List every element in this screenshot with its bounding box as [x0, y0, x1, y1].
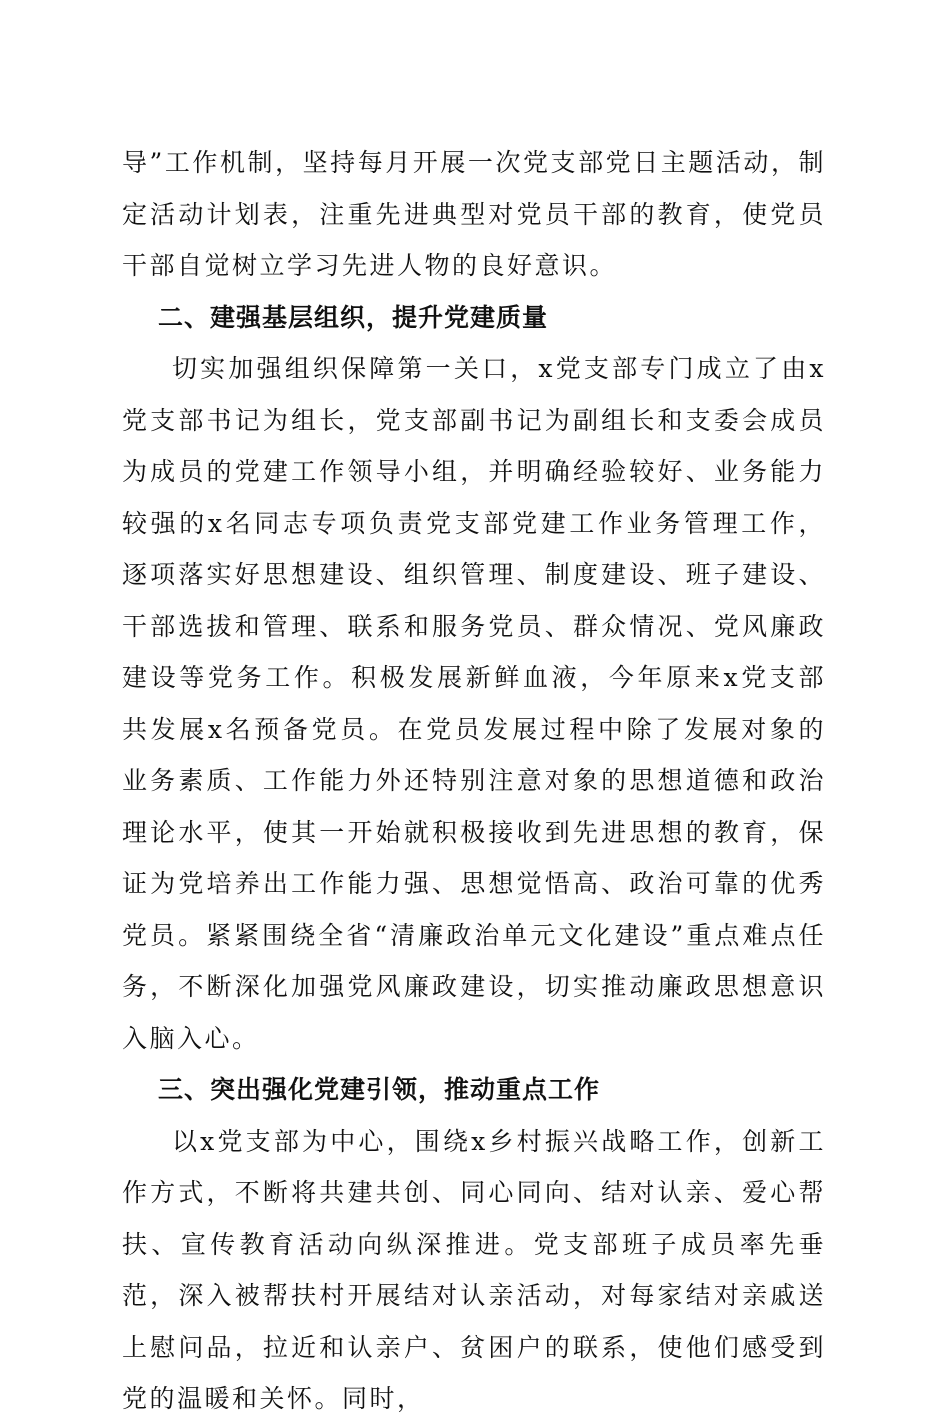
section-heading-2: 二、建强基层组织，提升党建质量 — [158, 302, 549, 332]
body-paragraph-2: 切实加强组织保障第一关口，x党支部专门成立了由x党支部书记为组长，党支部副书记为副组长和支委会成员为成员的党建工作领导小组，并明确经验较好、业务能力较强的x名同志专项负责党支部党建工作业务管理工作，逐项落实好思想建设、组织管理、制度建设、班子建设、干部选拔和管理、联系和服务党员、群众情况、党风廉政建设等党务工作。积极发展新鲜血液，今年原来x党支部共发展x名预备党员。在党员发展过程中除了发展对象的业务素质、工作能力外还特别注意对象的思想道德和政治理论水平，使其一开始就积极接收到先进思想的教育，保证为党培养出工作能力强、思想觉悟高、政治可靠的优秀党员。紧紧围绕全省“清廉政治单元文化建设”重点难点任务，不断深化加强党风廉政建设，切实推动廉政思想意识入脑入心。 — [122, 354, 826, 1053]
section-heading-3: 三、突出强化党建引领，推动重点工作 — [158, 1075, 601, 1104]
document-body — [122, 137, 826, 1425]
body-paragraph-1: 导”工作机制，坚持每月开展一次党支部党日主题活动，制定活动计划表，注重先进典型对党员干部的教育，使党员干部自觉树立学习先进人物的良好意识。 — [122, 148, 826, 280]
body-paragraph-3: 以x党支部为中心，围绕x乡村振兴战略工作，创新工作方式，不断将共建共创、同心同向、结对认亲、爱心帮扶、宣传教育活动向纵深推进。党支部班子成员率先垂范，深入被帮扶村开展结对认亲活动，对每家结对亲戚送上慰问品，拉近和认亲户、贫困户的联系，使他们感受到党的温暖和关怀。同时， — [122, 1126, 826, 1413]
